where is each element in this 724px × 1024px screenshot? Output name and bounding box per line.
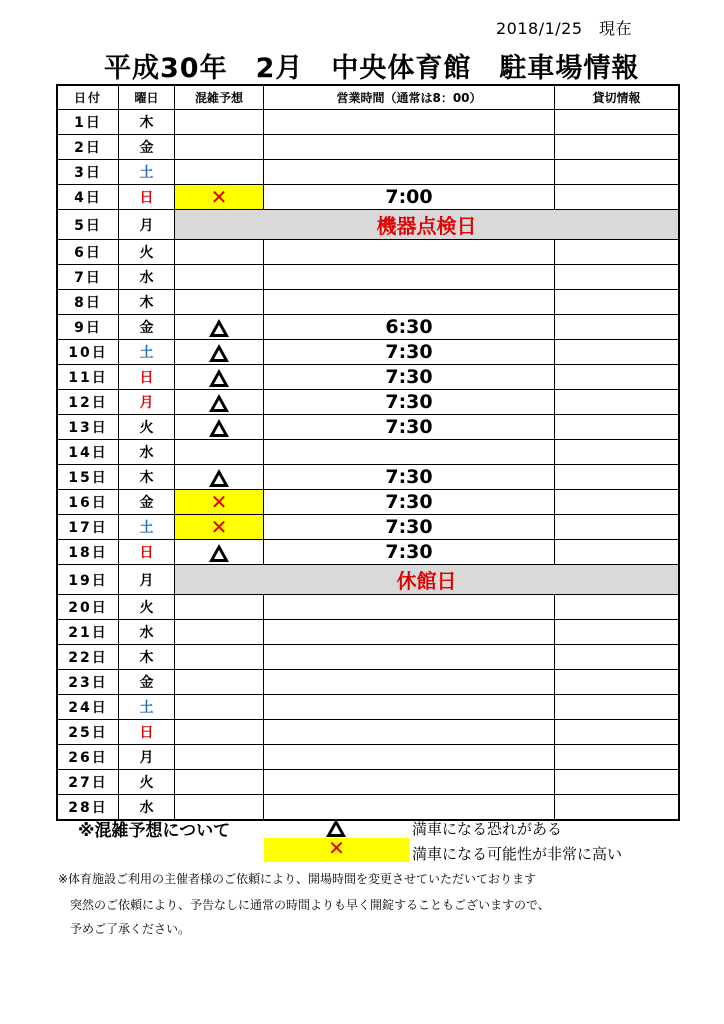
date-cell: 21日 — [57, 620, 119, 645]
triangle-icon — [209, 369, 229, 387]
rental-cell — [555, 110, 680, 135]
header-date: 日付 — [57, 85, 119, 110]
congestion-cell — [175, 240, 264, 265]
rental-cell — [555, 465, 680, 490]
congestion-cell — [175, 440, 264, 465]
triangle-icon — [209, 544, 229, 562]
congestion-cell — [175, 670, 264, 695]
congestion-cell — [175, 465, 264, 490]
date-cell: 17日 — [57, 515, 119, 540]
rental-cell — [555, 720, 680, 745]
date-cell: 19日 — [57, 565, 119, 595]
hours-cell — [264, 440, 555, 465]
table-row — [57, 160, 679, 185]
rental-cell — [555, 515, 680, 540]
date-cell: 3日 — [57, 160, 119, 185]
as-of-date: 2018/1/25 現在 — [496, 19, 633, 38]
table-row — [57, 620, 679, 645]
date-cell: 4日 — [57, 185, 119, 210]
hours-cell: 7:30 — [264, 465, 555, 490]
header-day-of-week: 曜日 — [119, 85, 175, 110]
congestion-cell — [175, 720, 264, 745]
rental-cell — [555, 315, 680, 340]
hours-cell: 6:30 — [264, 315, 555, 340]
hours-cell — [264, 620, 555, 645]
day-of-week-cell: 木 — [119, 645, 175, 670]
date-cell: 15日 — [57, 465, 119, 490]
table-row — [57, 595, 679, 620]
legend-x-box — [264, 838, 409, 862]
date-cell: 8日 — [57, 290, 119, 315]
day-of-week-cell: 日 — [119, 365, 175, 390]
table-row — [57, 415, 679, 440]
rental-cell — [555, 440, 680, 465]
rental-cell — [555, 670, 680, 695]
congestion-cell — [175, 515, 264, 540]
rental-cell — [555, 695, 680, 720]
rental-cell — [555, 160, 680, 185]
day-of-week-cell: 土 — [119, 340, 175, 365]
date-cell: 24日 — [57, 695, 119, 720]
table-row — [57, 290, 679, 315]
hours-cell: 7:30 — [264, 490, 555, 515]
table-row — [57, 515, 679, 540]
day-of-week-cell: 月 — [119, 565, 175, 595]
congestion-cell — [175, 315, 264, 340]
rental-cell — [555, 390, 680, 415]
table-row — [57, 265, 679, 290]
page-title: 平成30年 2月 中央体育館 駐車場情報 — [104, 53, 640, 84]
day-of-week-cell: 火 — [119, 240, 175, 265]
date-cell: 23日 — [57, 670, 119, 695]
congestion-cell — [175, 265, 264, 290]
date-cell: 28日 — [57, 795, 119, 821]
parking-calendar-table — [56, 84, 680, 821]
day-of-week-cell: 水 — [119, 265, 175, 290]
congestion-cell — [175, 160, 264, 185]
table-row — [57, 565, 679, 595]
day-of-week-cell: 金 — [119, 670, 175, 695]
header-congestion: 混雑予想 — [175, 85, 264, 110]
rental-cell — [555, 620, 680, 645]
date-cell: 2日 — [57, 135, 119, 160]
hours-cell — [264, 795, 555, 821]
rental-cell — [555, 415, 680, 440]
hours-cell — [264, 695, 555, 720]
rental-cell — [555, 645, 680, 670]
hours-cell: 7:30 — [264, 390, 555, 415]
header-hours: 営業時間（通常は8：00） — [264, 85, 555, 110]
day-of-week-cell: 月 — [119, 390, 175, 415]
day-of-week-cell: 水 — [119, 440, 175, 465]
table-row — [57, 695, 679, 720]
note-line-1: ※体育施設ご利用の主催者様のご依頼により、開場時間を変更させていただいております — [58, 872, 537, 886]
rental-cell — [555, 365, 680, 390]
triangle-icon — [209, 344, 229, 362]
table-row — [57, 340, 679, 365]
table-row — [57, 490, 679, 515]
header-rental: 貸切情報 — [555, 85, 680, 110]
day-of-week-cell: 土 — [119, 160, 175, 185]
congestion-cell — [175, 770, 264, 795]
hours-cell — [264, 290, 555, 315]
table-row — [57, 745, 679, 770]
legend-triangle-text: 満車になる恐れがある — [412, 820, 563, 838]
table-row — [57, 110, 679, 135]
hours-cell — [264, 265, 555, 290]
date-cell: 20日 — [57, 595, 119, 620]
congestion-cell — [175, 620, 264, 645]
date-cell: 6日 — [57, 240, 119, 265]
hours-cell — [264, 135, 555, 160]
hours-cell: 7:30 — [264, 415, 555, 440]
x-icon: ✕ — [210, 184, 228, 209]
hours-cell — [264, 770, 555, 795]
closed-day-cell: 機器点検日 — [175, 210, 680, 240]
congestion-cell — [175, 390, 264, 415]
hours-cell — [264, 240, 555, 265]
triangle-icon — [209, 469, 229, 487]
table-row — [57, 135, 679, 160]
hours-cell — [264, 160, 555, 185]
hours-cell — [264, 645, 555, 670]
rental-cell — [555, 795, 680, 821]
congestion-cell — [175, 135, 264, 160]
day-of-week-cell: 月 — [119, 210, 175, 240]
rental-cell — [555, 595, 680, 620]
x-icon: ✕ — [210, 514, 228, 539]
table-row — [57, 465, 679, 490]
rental-cell — [555, 340, 680, 365]
rental-cell — [555, 490, 680, 515]
day-of-week-cell: 金 — [119, 315, 175, 340]
table-row — [57, 720, 679, 745]
date-cell: 22日 — [57, 645, 119, 670]
date-cell: 14日 — [57, 440, 119, 465]
rental-cell — [555, 265, 680, 290]
legend-title: ※混雑予想について — [78, 821, 231, 841]
triangle-icon — [209, 419, 229, 437]
congestion-cell — [175, 595, 264, 620]
triangle-icon — [209, 319, 229, 337]
day-of-week-cell: 金 — [119, 490, 175, 515]
congestion-cell — [175, 110, 264, 135]
day-of-week-cell: 水 — [119, 795, 175, 821]
hours-cell — [264, 595, 555, 620]
x-icon: ✕ — [328, 836, 345, 860]
table-header-row — [57, 85, 679, 110]
rental-cell — [555, 540, 680, 565]
hours-cell: 7:30 — [264, 365, 555, 390]
table-row — [57, 240, 679, 265]
closed-day-cell: 休館日 — [175, 565, 680, 595]
day-of-week-cell: 木 — [119, 290, 175, 315]
table-row — [57, 670, 679, 695]
congestion-cell — [175, 540, 264, 565]
rental-cell — [555, 135, 680, 160]
rental-cell — [555, 290, 680, 315]
day-of-week-cell: 火 — [119, 770, 175, 795]
day-of-week-cell: 木 — [119, 110, 175, 135]
note-line-2: 突然のご依頼により、予告なしに通常の時間よりも早く開錠することもございますので、 — [58, 898, 550, 912]
table-row — [57, 210, 679, 240]
note-line-3: 予めご了承ください。 — [58, 922, 191, 936]
date-cell: 11日 — [57, 365, 119, 390]
day-of-week-cell: 木 — [119, 465, 175, 490]
rental-cell — [555, 185, 680, 210]
hours-cell: 7:30 — [264, 540, 555, 565]
table-row — [57, 645, 679, 670]
date-cell: 27日 — [57, 770, 119, 795]
day-of-week-cell: 月 — [119, 745, 175, 770]
date-cell: 25日 — [57, 720, 119, 745]
date-cell: 12日 — [57, 390, 119, 415]
rental-cell — [555, 770, 680, 795]
congestion-cell — [175, 415, 264, 440]
date-cell: 10日 — [57, 340, 119, 365]
rental-cell — [555, 745, 680, 770]
congestion-cell — [175, 290, 264, 315]
date-cell: 7日 — [57, 265, 119, 290]
date-cell: 26日 — [57, 745, 119, 770]
rental-cell — [555, 240, 680, 265]
legend-x-text: 満車になる可能性が非常に高い — [412, 845, 623, 863]
congestion-cell — [175, 490, 264, 515]
x-icon: ✕ — [210, 489, 228, 514]
date-cell: 13日 — [57, 415, 119, 440]
date-cell: 16日 — [57, 490, 119, 515]
day-of-week-cell: 火 — [119, 415, 175, 440]
triangle-icon — [209, 394, 229, 412]
congestion-cell — [175, 695, 264, 720]
date-cell: 18日 — [57, 540, 119, 565]
table-row — [57, 770, 679, 795]
table-row — [57, 540, 679, 565]
congestion-cell — [175, 645, 264, 670]
table-row — [57, 390, 679, 415]
table-row — [57, 365, 679, 390]
hours-cell — [264, 720, 555, 745]
congestion-cell — [175, 340, 264, 365]
date-cell: 1日 — [57, 110, 119, 135]
congestion-cell — [175, 365, 264, 390]
day-of-week-cell: 水 — [119, 620, 175, 645]
congestion-cell — [175, 185, 264, 210]
day-of-week-cell: 火 — [119, 595, 175, 620]
hours-cell — [264, 670, 555, 695]
hours-cell: 7:00 — [264, 185, 555, 210]
date-cell: 5日 — [57, 210, 119, 240]
congestion-cell — [175, 745, 264, 770]
table-body — [57, 110, 679, 821]
day-of-week-cell: 土 — [119, 515, 175, 540]
hours-cell: 7:30 — [264, 340, 555, 365]
day-of-week-cell: 日 — [119, 720, 175, 745]
hours-cell — [264, 745, 555, 770]
day-of-week-cell: 土 — [119, 695, 175, 720]
day-of-week-cell: 日 — [119, 185, 175, 210]
date-cell: 9日 — [57, 315, 119, 340]
table-row — [57, 440, 679, 465]
day-of-week-cell: 日 — [119, 540, 175, 565]
day-of-week-cell: 金 — [119, 135, 175, 160]
table-row — [57, 315, 679, 340]
triangle-icon — [326, 817, 346, 837]
table-row — [57, 185, 679, 210]
hours-cell — [264, 110, 555, 135]
hours-cell: 7:30 — [264, 515, 555, 540]
